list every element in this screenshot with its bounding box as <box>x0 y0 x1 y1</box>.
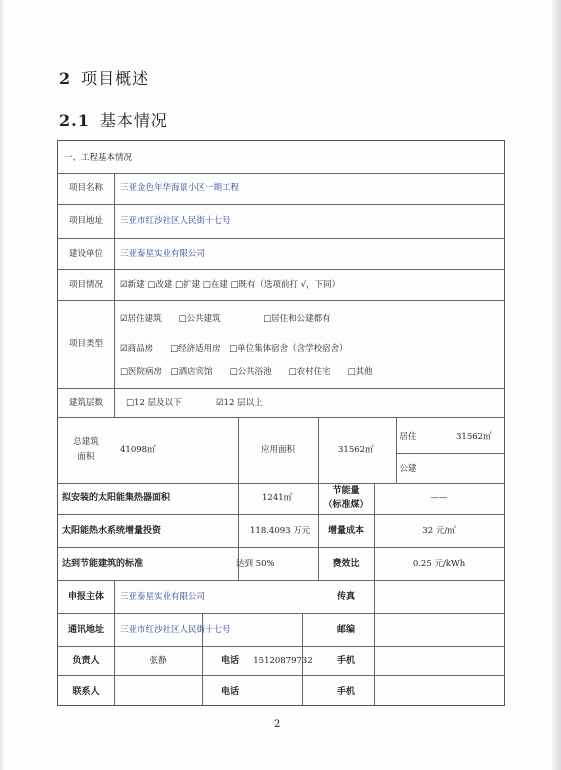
row-divider <box>396 453 504 454</box>
project-type-row2: ☑商品房 □经济适用房 □单位集体宿舍（含学校宿舍） <box>120 344 348 354</box>
energy-standard-value: 达到 50% <box>236 559 275 569</box>
project-type-row3: □医院病房 □酒店宾馆 □公共浴池 □农村住宅 □其他 <box>120 367 373 377</box>
public-label: 公建 <box>399 464 417 474</box>
col-divider <box>238 417 239 514</box>
total-area-value: 41098㎡ <box>120 445 156 455</box>
fax-label: 传真 <box>336 592 355 602</box>
row-divider <box>58 204 504 205</box>
increment-cost-label: 增量成本 <box>327 526 364 536</box>
project-address-value: 三亚市红沙社区人民街十七号 <box>120 216 231 226</box>
table-section-header: 一、工程基本情况 <box>64 153 133 163</box>
phone-label: 电话 <box>220 656 239 666</box>
row-divider <box>58 646 504 647</box>
subsection-title: 基本情况 <box>99 111 168 130</box>
floors-option-high: ☑12 层以上 <box>216 398 263 408</box>
mail-address-value: 三亚市红沙社区人民街十七号 <box>120 625 231 635</box>
cost-benefit-value: 0.25 元/kWh <box>412 559 466 569</box>
residential-label: 居住 <box>399 432 417 442</box>
cost-benefit-label: 费效比 <box>332 559 360 569</box>
row-divider <box>58 483 504 484</box>
row-divider <box>58 417 504 418</box>
project-status-options: ☑新建 □改建 □扩建 □在建 □既有（选项前打 √，下同） <box>120 280 341 290</box>
subsection-heading <box>59 108 168 131</box>
investment-label: 太阳能热水系统增量投资 <box>62 526 162 536</box>
applicant-value: 三亚泰星实业有限公司 <box>120 592 206 602</box>
project-name-value: 三亚金色年华海景小区一期工程 <box>120 183 240 193</box>
project-type-row1: ☑居住建筑 □公共建筑 □居住和公建都有 <box>120 314 331 324</box>
project-name-label: 项目名称 <box>68 183 103 193</box>
col-divider <box>374 483 375 705</box>
mobile-label: 手机 <box>336 656 355 666</box>
residential-value: 31562㎡ <box>456 432 492 442</box>
applied-area-value: 31562㎡ <box>338 445 374 455</box>
investment-value: 118.4093 万元 <box>250 526 311 536</box>
total-area-label: 总建筑 <box>73 437 99 447</box>
project-type-label: 项目类型 <box>68 339 103 349</box>
applied-area-label: 应用面积 <box>260 445 295 455</box>
section-number: 2 <box>59 69 72 88</box>
energy-saving-label-2: （标准煤） <box>323 500 369 510</box>
row-divider <box>58 547 504 548</box>
col-divider <box>114 173 115 417</box>
solar-area-label: 拟安装的太阳能集热器面积 <box>62 493 171 503</box>
energy-standard-label: 达到节能建筑的标准 <box>62 559 144 569</box>
row-divider <box>58 580 504 581</box>
floors-label: 建筑层数 <box>68 398 103 408</box>
row-divider <box>58 613 504 614</box>
col-divider <box>114 580 115 705</box>
row-divider <box>58 238 504 239</box>
row-divider <box>58 514 504 515</box>
mail-address-label: 通讯地址 <box>67 625 104 635</box>
project-status-label: 项目情况 <box>68 280 103 290</box>
phone-value: 15120879732 <box>253 656 313 666</box>
row-divider <box>58 388 504 389</box>
row-divider <box>58 173 504 174</box>
subsection-number: 2.1 <box>59 111 90 130</box>
col-divider <box>238 514 239 580</box>
energy-saving-value: —— <box>430 493 448 503</box>
project-address-label: 项目地址 <box>68 216 103 226</box>
person-in-charge-label: 负责人 <box>72 656 100 666</box>
row-divider <box>58 269 504 270</box>
page-number: 2 <box>274 719 281 730</box>
energy-saving-label: 节能量 <box>332 486 360 496</box>
floors-option-low: □12 层及以下 <box>126 398 182 408</box>
zip-label: 邮编 <box>336 625 355 635</box>
applicant-label: 申报主体 <box>67 592 104 602</box>
contact-label: 联系人 <box>72 687 100 697</box>
row-divider <box>58 300 504 301</box>
person-in-charge-value: 张静 <box>149 656 167 666</box>
page-right-edge <box>552 0 561 770</box>
builder-value: 三亚泰星实业有限公司 <box>120 249 206 259</box>
contact-phone-label: 电话 <box>220 687 239 697</box>
section-heading <box>59 66 149 89</box>
section-title: 项目概述 <box>81 69 150 88</box>
builder-label: 建设单位 <box>68 249 103 259</box>
page-left-edge <box>0 0 4 770</box>
project-info-table <box>57 140 505 706</box>
increment-cost-value: 32 元/㎡ <box>422 526 456 536</box>
total-area-label-2: 面积 <box>77 452 95 462</box>
contact-mobile-label: 手机 <box>336 687 355 697</box>
row-divider <box>58 675 504 676</box>
solar-area-value: 1241㎡ <box>262 493 293 503</box>
